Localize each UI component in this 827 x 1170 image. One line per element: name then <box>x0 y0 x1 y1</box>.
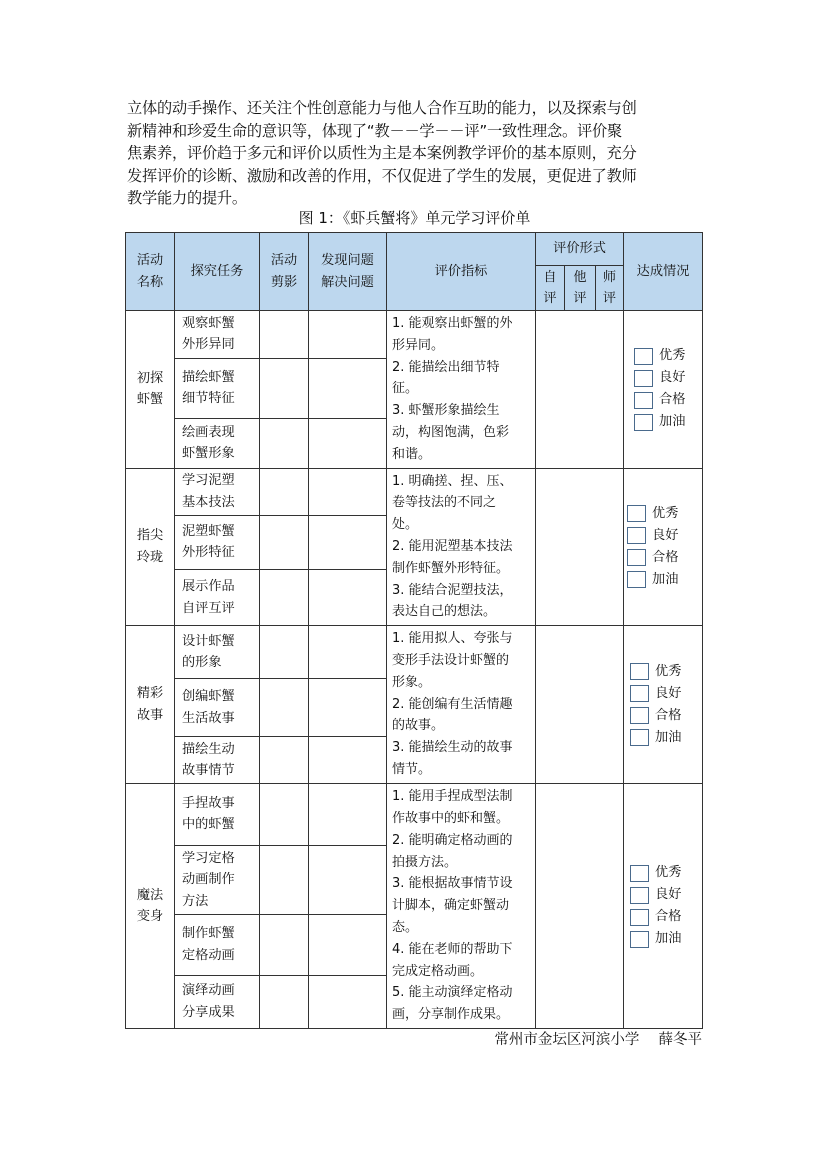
checkbox[interactable] <box>630 663 649 680</box>
problem-cell[interactable] <box>309 784 387 845</box>
rating-label: 良好 <box>659 370 686 386</box>
text-line: 描绘虾蟹 <box>182 369 235 385</box>
clip-cell[interactable] <box>260 515 309 569</box>
problem-cell[interactable] <box>309 626 387 679</box>
text-line: 自评互评 <box>182 600 235 616</box>
text-line: 情节。 <box>392 761 432 777</box>
text-line: 2. 能描绘出细节特 <box>392 359 500 375</box>
text-line: 的形象 <box>182 655 222 671</box>
text-line: 生活故事 <box>182 710 235 726</box>
text-line: 学习泥塑 <box>182 473 235 489</box>
table-row <box>126 311 703 359</box>
table-row <box>126 626 703 679</box>
achievement-cell <box>624 626 703 784</box>
checkbox[interactable] <box>630 887 649 904</box>
text-line: 设计虾蟹 <box>182 633 235 649</box>
text-line: 活动 <box>270 253 298 268</box>
checkbox[interactable] <box>627 505 646 522</box>
header-teacher <box>596 266 624 311</box>
rating-option[interactable] <box>627 503 702 525</box>
paragraph-line: 立体的动手操作、还关注个性创意能力与他人合作互助的能力，以及探索与创 <box>127 99 637 117</box>
task-cell <box>175 515 260 569</box>
author-signature: 常州市金坛区河滨小学 薛冬平 <box>494 1032 702 1048</box>
text-line: 分享成果 <box>182 1004 235 1020</box>
rating-option[interactable] <box>627 569 702 591</box>
text-line: 描绘生动 <box>182 741 235 757</box>
text-line: 发现问题 <box>321 253 374 268</box>
text-line: 解决问题 <box>321 274 374 290</box>
task-cell <box>175 468 260 515</box>
text-line: 变形手法设计虾蟹的 <box>392 652 510 668</box>
header-problem <box>309 233 387 311</box>
paragraph-line: 新精神和珍爱生命的意识等，体现了“教－－学－－评”一致性理念。评价聚 <box>127 121 622 140</box>
rating-label: 加油 <box>655 931 682 947</box>
checkbox[interactable] <box>630 865 649 882</box>
text-line: 2. 能用泥塑基本技法 <box>392 538 513 554</box>
text-line: 观察虾蟹 <box>182 315 235 331</box>
rating-label: 良好 <box>655 887 682 903</box>
task-cell <box>175 915 260 975</box>
checkbox[interactable] <box>627 527 646 544</box>
task-cell <box>175 845 260 915</box>
text-line: 作故事中的虾和蟹。 <box>392 810 510 826</box>
text-line: 1. 明确搓、捏、压、 <box>392 473 513 489</box>
achievement-cell <box>624 468 703 626</box>
evaluation-form-cell[interactable] <box>536 626 624 784</box>
text-line: 的故事。 <box>392 718 445 734</box>
clip-cell[interactable] <box>260 358 309 418</box>
rating-label: 良好 <box>655 685 682 701</box>
rating-option[interactable] <box>630 661 702 683</box>
rating-option[interactable] <box>630 884 702 906</box>
text-line: 活动 <box>136 253 164 268</box>
text-line: 形象。 <box>392 674 432 690</box>
checkbox[interactable] <box>630 685 649 702</box>
checkbox[interactable] <box>634 414 653 431</box>
text-line: 画，分享制作成果。 <box>392 1007 510 1023</box>
text-line: 细节特征 <box>182 391 235 407</box>
text-line: 基本技法 <box>182 494 235 510</box>
paragraph-line: 焦素养，评价趋于多元和评价以质性为主是本案例教学评价的基本原则，充分 <box>127 144 637 163</box>
problem-cell[interactable] <box>309 358 387 418</box>
problem-cell[interactable] <box>309 569 387 625</box>
clip-cell[interactable] <box>260 468 309 515</box>
text-line: 制作虾蟹 <box>182 926 235 942</box>
checkbox[interactable] <box>630 909 649 926</box>
text-line: 玲珑 <box>136 549 164 565</box>
text-line: 故事 <box>136 707 164 723</box>
text-line: 评 <box>602 291 617 306</box>
text-line: 5. 能主动演绎定格动 <box>392 985 513 1001</box>
text-line: 完成定格动画。 <box>392 963 484 979</box>
table-row <box>126 784 703 845</box>
rating-label: 优秀 <box>655 663 682 679</box>
rating-option[interactable] <box>634 345 702 367</box>
text-line: 名称 <box>136 274 164 290</box>
rating-option[interactable] <box>630 862 702 884</box>
rating-option[interactable] <box>627 525 702 547</box>
text-line: 1. 能观察出虾蟹的外 <box>392 316 513 331</box>
problem-cell[interactable] <box>309 737 387 784</box>
text-line: 指尖 <box>136 528 164 544</box>
text-line: 剪影 <box>270 274 298 290</box>
text-line: 表达自己的想法。 <box>392 604 497 620</box>
task-cell <box>175 311 260 359</box>
text-line: 方法 <box>182 893 209 909</box>
indicator-cell <box>387 784 536 1029</box>
task-cell <box>175 626 260 679</box>
activity-name <box>126 468 175 626</box>
rating-label: 优秀 <box>659 348 686 364</box>
task-cell <box>175 418 260 468</box>
problem-cell[interactable] <box>309 468 387 515</box>
text-line: 泥塑虾蟹 <box>182 523 235 539</box>
text-line: 处。 <box>392 517 419 533</box>
text-line: 1. 能用手捏成型法制 <box>392 789 513 805</box>
text-line: 虾蟹形象 <box>182 446 235 462</box>
header-task: 探究任务 <box>175 233 260 311</box>
header-activity <box>126 233 175 311</box>
text-line: 师 <box>602 269 617 285</box>
rating-option[interactable] <box>630 727 702 749</box>
clip-cell[interactable] <box>260 845 309 915</box>
paragraph-line: 教学能力的提升。 <box>127 189 247 208</box>
header-self <box>536 266 565 311</box>
header-result: 达成情况 <box>624 233 703 311</box>
rating-label: 合格 <box>655 909 682 925</box>
checkbox[interactable] <box>627 571 646 588</box>
problem-cell[interactable] <box>309 975 387 1028</box>
text-line: 外形特征 <box>182 545 235 561</box>
problem-cell[interactable] <box>309 418 387 468</box>
header-form: 评价形式 <box>536 233 624 266</box>
evaluation-form-cell[interactable] <box>536 311 624 469</box>
text-line: 评 <box>573 291 587 306</box>
text-line: 征。 <box>392 381 419 397</box>
text-line: 学习定格 <box>182 850 235 866</box>
intro-paragraph <box>127 97 702 210</box>
activity-name <box>126 626 175 784</box>
rating-label: 良好 <box>652 527 679 543</box>
clip-cell[interactable] <box>260 737 309 784</box>
achievement-cell <box>624 311 703 469</box>
activity-name <box>126 784 175 1029</box>
rating-option[interactable] <box>634 411 702 433</box>
activity-name <box>126 311 175 469</box>
text-line: 动，构图饱满，色彩 <box>392 424 510 440</box>
text-line: 中的虾蟹 <box>182 817 235 833</box>
text-line: 定格动画 <box>182 947 235 963</box>
text-line: 计脚本，确定虾蟹动 <box>392 898 510 914</box>
header-clip <box>260 233 309 311</box>
text-line: 4. 能在老师的帮助下 <box>392 941 513 957</box>
evaluation-form-cell[interactable] <box>536 468 624 626</box>
clip-cell[interactable] <box>260 418 309 468</box>
header-indicator: 评价指标 <box>387 233 536 311</box>
task-cell <box>175 569 260 625</box>
text-line: 魔法 <box>136 887 164 903</box>
rating-option[interactable] <box>634 367 702 389</box>
problem-cell[interactable] <box>309 515 387 569</box>
checkbox[interactable] <box>634 370 653 387</box>
checkbox[interactable] <box>630 707 649 724</box>
indicator-cell <box>387 626 536 784</box>
header-peer <box>565 266 596 311</box>
rating-label: 优秀 <box>655 865 682 881</box>
text-line: 动画制作 <box>182 872 235 888</box>
text-line: 态。 <box>392 919 419 935</box>
clip-cell[interactable] <box>260 311 309 359</box>
indicator-cell <box>387 311 536 469</box>
table-row <box>126 468 703 515</box>
text-line: 自 <box>543 269 557 285</box>
achievement-cell <box>624 784 703 1029</box>
checkbox[interactable] <box>630 729 649 746</box>
checkbox[interactable] <box>627 549 646 566</box>
text-line: 初探 <box>136 370 164 386</box>
rating-option[interactable] <box>630 683 702 705</box>
text-line: 制作虾蟹外形特征。 <box>392 560 510 576</box>
rating-option[interactable] <box>627 547 702 569</box>
text-line: 3. 能结合泥塑技法， <box>392 582 513 598</box>
checkbox[interactable] <box>634 348 653 365</box>
task-cell <box>175 737 260 784</box>
text-line: 2. 能创编有生活情趣 <box>392 696 513 712</box>
text-line: 2. 能明确定格动画的 <box>392 832 513 848</box>
text-line: 精彩 <box>136 686 164 702</box>
text-line: 故事情节 <box>182 763 235 779</box>
text-line: 虾蟹 <box>136 392 164 408</box>
rating-label: 合格 <box>652 549 679 565</box>
checkbox[interactable] <box>630 931 649 948</box>
text-line: 展示作品 <box>182 579 235 594</box>
task-cell <box>175 784 260 845</box>
text-line: 演绎动画 <box>182 983 235 999</box>
problem-cell[interactable] <box>309 915 387 975</box>
task-cell <box>175 358 260 418</box>
rating-label: 加油 <box>655 729 682 745</box>
rating-label: 加油 <box>652 571 679 587</box>
indicator-cell <box>387 468 536 626</box>
text-line: 卷等技法的不同之 <box>392 495 497 511</box>
clip-cell[interactable] <box>260 569 309 625</box>
clip-cell[interactable] <box>260 915 309 975</box>
text-line: 3. 能描绘生动的故事 <box>392 740 513 756</box>
rating-option[interactable] <box>630 906 702 928</box>
text-line: 3. 能根据故事情节设 <box>392 876 513 892</box>
text-line: 3. 虾蟹形象描绘生 <box>392 403 500 419</box>
problem-cell[interactable] <box>309 679 387 737</box>
clip-cell[interactable] <box>260 626 309 679</box>
clip-cell[interactable] <box>260 784 309 845</box>
text-line: 和谐。 <box>392 446 432 462</box>
checkbox[interactable] <box>634 392 653 409</box>
clip-cell[interactable] <box>260 975 309 1028</box>
clip-cell[interactable] <box>260 679 309 737</box>
task-cell <box>175 975 260 1028</box>
rating-option[interactable] <box>630 928 702 950</box>
text-line: 评 <box>543 291 557 306</box>
paragraph-line: 发挥评价的诊断、激励和改善的作用，不仅促进了学生的发展，更促进了教师 <box>127 166 637 185</box>
text-line: 创编虾蟹 <box>182 689 235 705</box>
text-line: 绘画表现 <box>182 424 235 440</box>
problem-cell[interactable] <box>309 845 387 915</box>
text-line: 变身 <box>136 909 164 925</box>
text-line: 手捏故事 <box>182 795 235 811</box>
task-cell <box>175 679 260 737</box>
rating-label: 合格 <box>655 707 682 723</box>
text-line: 他 <box>573 269 587 285</box>
text-line: 拍摄方法。 <box>392 854 458 870</box>
evaluation-form-cell[interactable] <box>536 784 624 1029</box>
text-line: 1. 能用拟人、夸张与 <box>392 631 513 647</box>
problem-cell[interactable] <box>309 311 387 359</box>
evaluation-table <box>125 232 703 1029</box>
rating-label: 合格 <box>659 392 686 408</box>
rating-label: 加油 <box>659 414 686 430</box>
table-caption: 图 1：《虾兵蟹将》单元学习评价单 <box>298 209 531 227</box>
text-line: 外形异同 <box>182 337 235 353</box>
rating-option[interactable] <box>634 389 702 411</box>
text-line: 形异同。 <box>392 337 445 353</box>
rating-label: 优秀 <box>652 505 679 521</box>
rating-option[interactable] <box>630 705 702 727</box>
